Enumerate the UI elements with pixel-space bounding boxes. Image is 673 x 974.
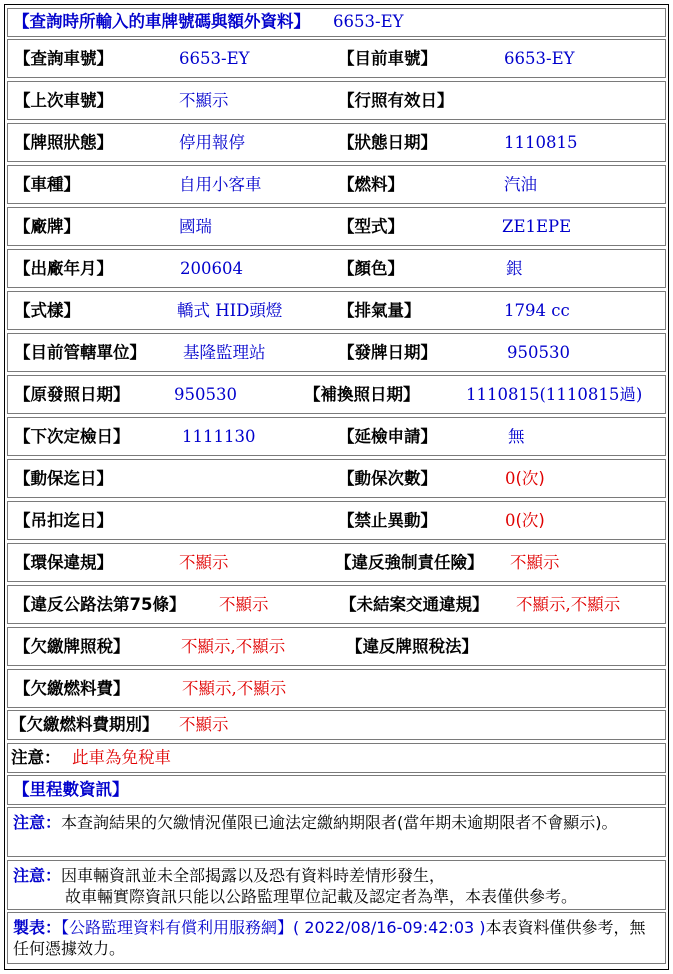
row-plate bbox=[7, 39, 666, 78]
query-title-row bbox=[7, 8, 666, 37]
value-mortgage-count bbox=[505, 469, 545, 489]
value-highway-law-violation: 不顯示 bbox=[219, 595, 269, 614]
value-environmental-violation: 不顯示 bbox=[179, 553, 229, 572]
report-footer bbox=[7, 912, 666, 964]
label-status-date: 【狀態日期】 bbox=[338, 133, 437, 152]
data-disclaimer-text bbox=[13, 865, 659, 907]
value-brand: 國瑞 bbox=[179, 217, 212, 236]
label-mortgage-end-date: 【動保迄日】 bbox=[14, 469, 113, 488]
footer-timestamp: ( 2022/08/16-09:42:03 ) bbox=[293, 918, 486, 937]
value-model: ZE1EPE bbox=[502, 217, 572, 236]
value-previous-plate: 不顯示 bbox=[179, 91, 229, 110]
value-body-style: 轎式 HID頭燈 bbox=[177, 301, 283, 320]
footer-label: 製表： bbox=[13, 918, 62, 937]
tax-exempt-text: 此車為免稅車 bbox=[72, 748, 171, 767]
label-transfer-ban: 【禁止異動】 bbox=[338, 511, 437, 530]
arrears-note bbox=[7, 807, 666, 857]
value-next-inspection: 1111130 bbox=[182, 427, 256, 446]
label-plate-issue-date: 【發牌日期】 bbox=[338, 343, 437, 362]
label-next-inspection: 【下次定檢日】 bbox=[14, 427, 130, 446]
label-inspection-extension: 【延檢申請】 bbox=[338, 427, 437, 446]
value-status-date: 1110815 bbox=[504, 133, 578, 152]
footer-disclaimer: 本表資料僅供參考，無任何憑據效力。 bbox=[13, 918, 646, 958]
mortgage-count-number: 0 bbox=[505, 469, 516, 488]
row-original-license-date bbox=[7, 375, 666, 414]
query-title-plate: 6653-EY bbox=[333, 12, 404, 31]
value-manufacture-date: 200604 bbox=[180, 259, 243, 278]
arrears-note-body: 本查詢結果的欠繳情況僅限已逾法定繳納期限者(當年期未逾期限者不會顯示)。 bbox=[61, 813, 618, 832]
row-jurisdiction bbox=[7, 333, 666, 372]
value-unpaid-license-tax: 不顯示,不顯示 bbox=[181, 637, 286, 656]
label-model: 【型式】 bbox=[338, 217, 404, 236]
label-unpaid-license-tax: 【欠繳牌照稅】 bbox=[14, 637, 130, 656]
row-unpaid-fuel-fee-period bbox=[7, 710, 666, 740]
mortgage-count-unit: (次) bbox=[515, 469, 545, 488]
row-body-style bbox=[7, 291, 666, 330]
mileage-header-text: 【里程數資訊】 bbox=[13, 780, 129, 799]
tax-exempt-label: 注意： bbox=[11, 748, 61, 767]
label-original-license-date: 【原發照日期】 bbox=[14, 385, 130, 404]
row-unpaid-fuel-fee bbox=[7, 669, 666, 708]
data-disclaimer-note bbox=[7, 860, 666, 910]
label-query-plate: 【查詢車號】 bbox=[14, 49, 113, 68]
value-displacement: 1794 cc bbox=[504, 301, 570, 320]
value-reissue-date: 1110815(1110815過) bbox=[466, 385, 643, 404]
label-current-plate: 【目前車號】 bbox=[338, 49, 437, 68]
label-displacement: 【排氣量】 bbox=[338, 301, 421, 320]
label-insurance-violation: 【違反強制責任險】 bbox=[335, 553, 484, 572]
label-suspension-end-date: 【吊扣迄日】 bbox=[14, 511, 113, 530]
row-plate-status bbox=[7, 123, 666, 162]
value-unpaid-fuel-fee: 不顯示,不顯示 bbox=[182, 679, 287, 698]
label-mortgage-count: 【動保次數】 bbox=[338, 469, 437, 488]
tax-exempt-notice bbox=[7, 743, 666, 773]
value-current-plate: 6653-EY bbox=[504, 49, 575, 68]
value-plate-status: 停用報停 bbox=[179, 133, 245, 152]
data-disclaimer-line1: 因車輛資訊並未全部揭露以及恐有資料時差情形發生， bbox=[61, 866, 446, 885]
arrears-note-label: 注意： bbox=[13, 813, 62, 832]
value-plate-issue-date: 950530 bbox=[507, 343, 570, 362]
label-open-traffic-violations: 【未結案交通違規】 bbox=[340, 595, 489, 614]
query-title-prefix: 【查詢時所輸入的車牌號碼與額外資料】 bbox=[13, 12, 310, 31]
label-reissue-date: 【補換照日期】 bbox=[304, 385, 420, 404]
label-color: 【顏色】 bbox=[338, 259, 404, 278]
label-previous-plate: 【上次車號】 bbox=[14, 91, 113, 110]
label-unpaid-fuel-fee: 【欠繳燃料費】 bbox=[14, 679, 130, 698]
row-previous-plate bbox=[7, 81, 666, 120]
row-brand bbox=[7, 207, 666, 246]
row-highway-law-violation bbox=[7, 585, 666, 624]
value-open-traffic-violations: 不顯示,不顯示 bbox=[516, 595, 621, 614]
label-environmental-violation: 【環保違規】 bbox=[14, 553, 113, 572]
value-fuel: 汽油 bbox=[504, 175, 537, 194]
row-unpaid-license-tax bbox=[7, 627, 666, 666]
value-unpaid-fuel-fee-period: 不顯示 bbox=[179, 715, 229, 734]
row-manufacture-date bbox=[7, 249, 666, 288]
transfer-ban-number: 0 bbox=[505, 511, 516, 530]
label-unpaid-fuel-fee-period: 【欠繳燃料費期別】 bbox=[10, 715, 159, 734]
mileage-section-header bbox=[7, 775, 666, 805]
row-next-inspection bbox=[7, 417, 666, 456]
value-jurisdiction: 基隆監理站 bbox=[183, 343, 266, 362]
footer-service-name: 【公路監理資料有償利用服務網】 bbox=[61, 918, 294, 937]
value-query-plate: 6653-EY bbox=[179, 49, 250, 68]
label-plate-status: 【牌照狀態】 bbox=[14, 133, 113, 152]
row-suspension bbox=[7, 501, 666, 540]
data-disclaimer-line2: 故車輛實際資訊只能以公路監理單位記載及認定者為準，本表僅供參考。 bbox=[65, 887, 578, 906]
label-license-tax-violation: 【違反牌照稅法】 bbox=[346, 637, 478, 656]
label-brand: 【廠牌】 bbox=[14, 217, 80, 236]
transfer-ban-unit: (次) bbox=[515, 511, 545, 530]
value-transfer-ban bbox=[505, 511, 545, 531]
label-highway-law-violation: 【違反公路法第75條】 bbox=[14, 595, 186, 614]
value-insurance-violation: 不顯示 bbox=[510, 553, 560, 572]
arrears-note-text bbox=[13, 812, 659, 833]
value-inspection-extension: 無 bbox=[508, 427, 525, 446]
label-fuel: 【燃料】 bbox=[338, 175, 404, 194]
label-manufacture-date: 【出廠年月】 bbox=[14, 259, 113, 278]
value-vehicle-type: 自用小客車 bbox=[179, 175, 262, 194]
data-disclaimer-label: 注意： bbox=[13, 866, 62, 885]
value-original-license-date: 950530 bbox=[174, 385, 237, 404]
label-body-style: 【式樣】 bbox=[14, 301, 80, 320]
value-color: 銀 bbox=[506, 259, 523, 278]
row-chattel-mortgage bbox=[7, 459, 666, 498]
label-license-valid-date: 【行照有效日】 bbox=[338, 91, 454, 110]
label-jurisdiction: 【目前管轄單位】 bbox=[14, 343, 146, 362]
row-environmental-violation bbox=[7, 543, 666, 582]
label-vehicle-type: 【車種】 bbox=[14, 175, 80, 194]
footer-text bbox=[13, 917, 659, 959]
row-vehicle-type bbox=[7, 165, 666, 204]
